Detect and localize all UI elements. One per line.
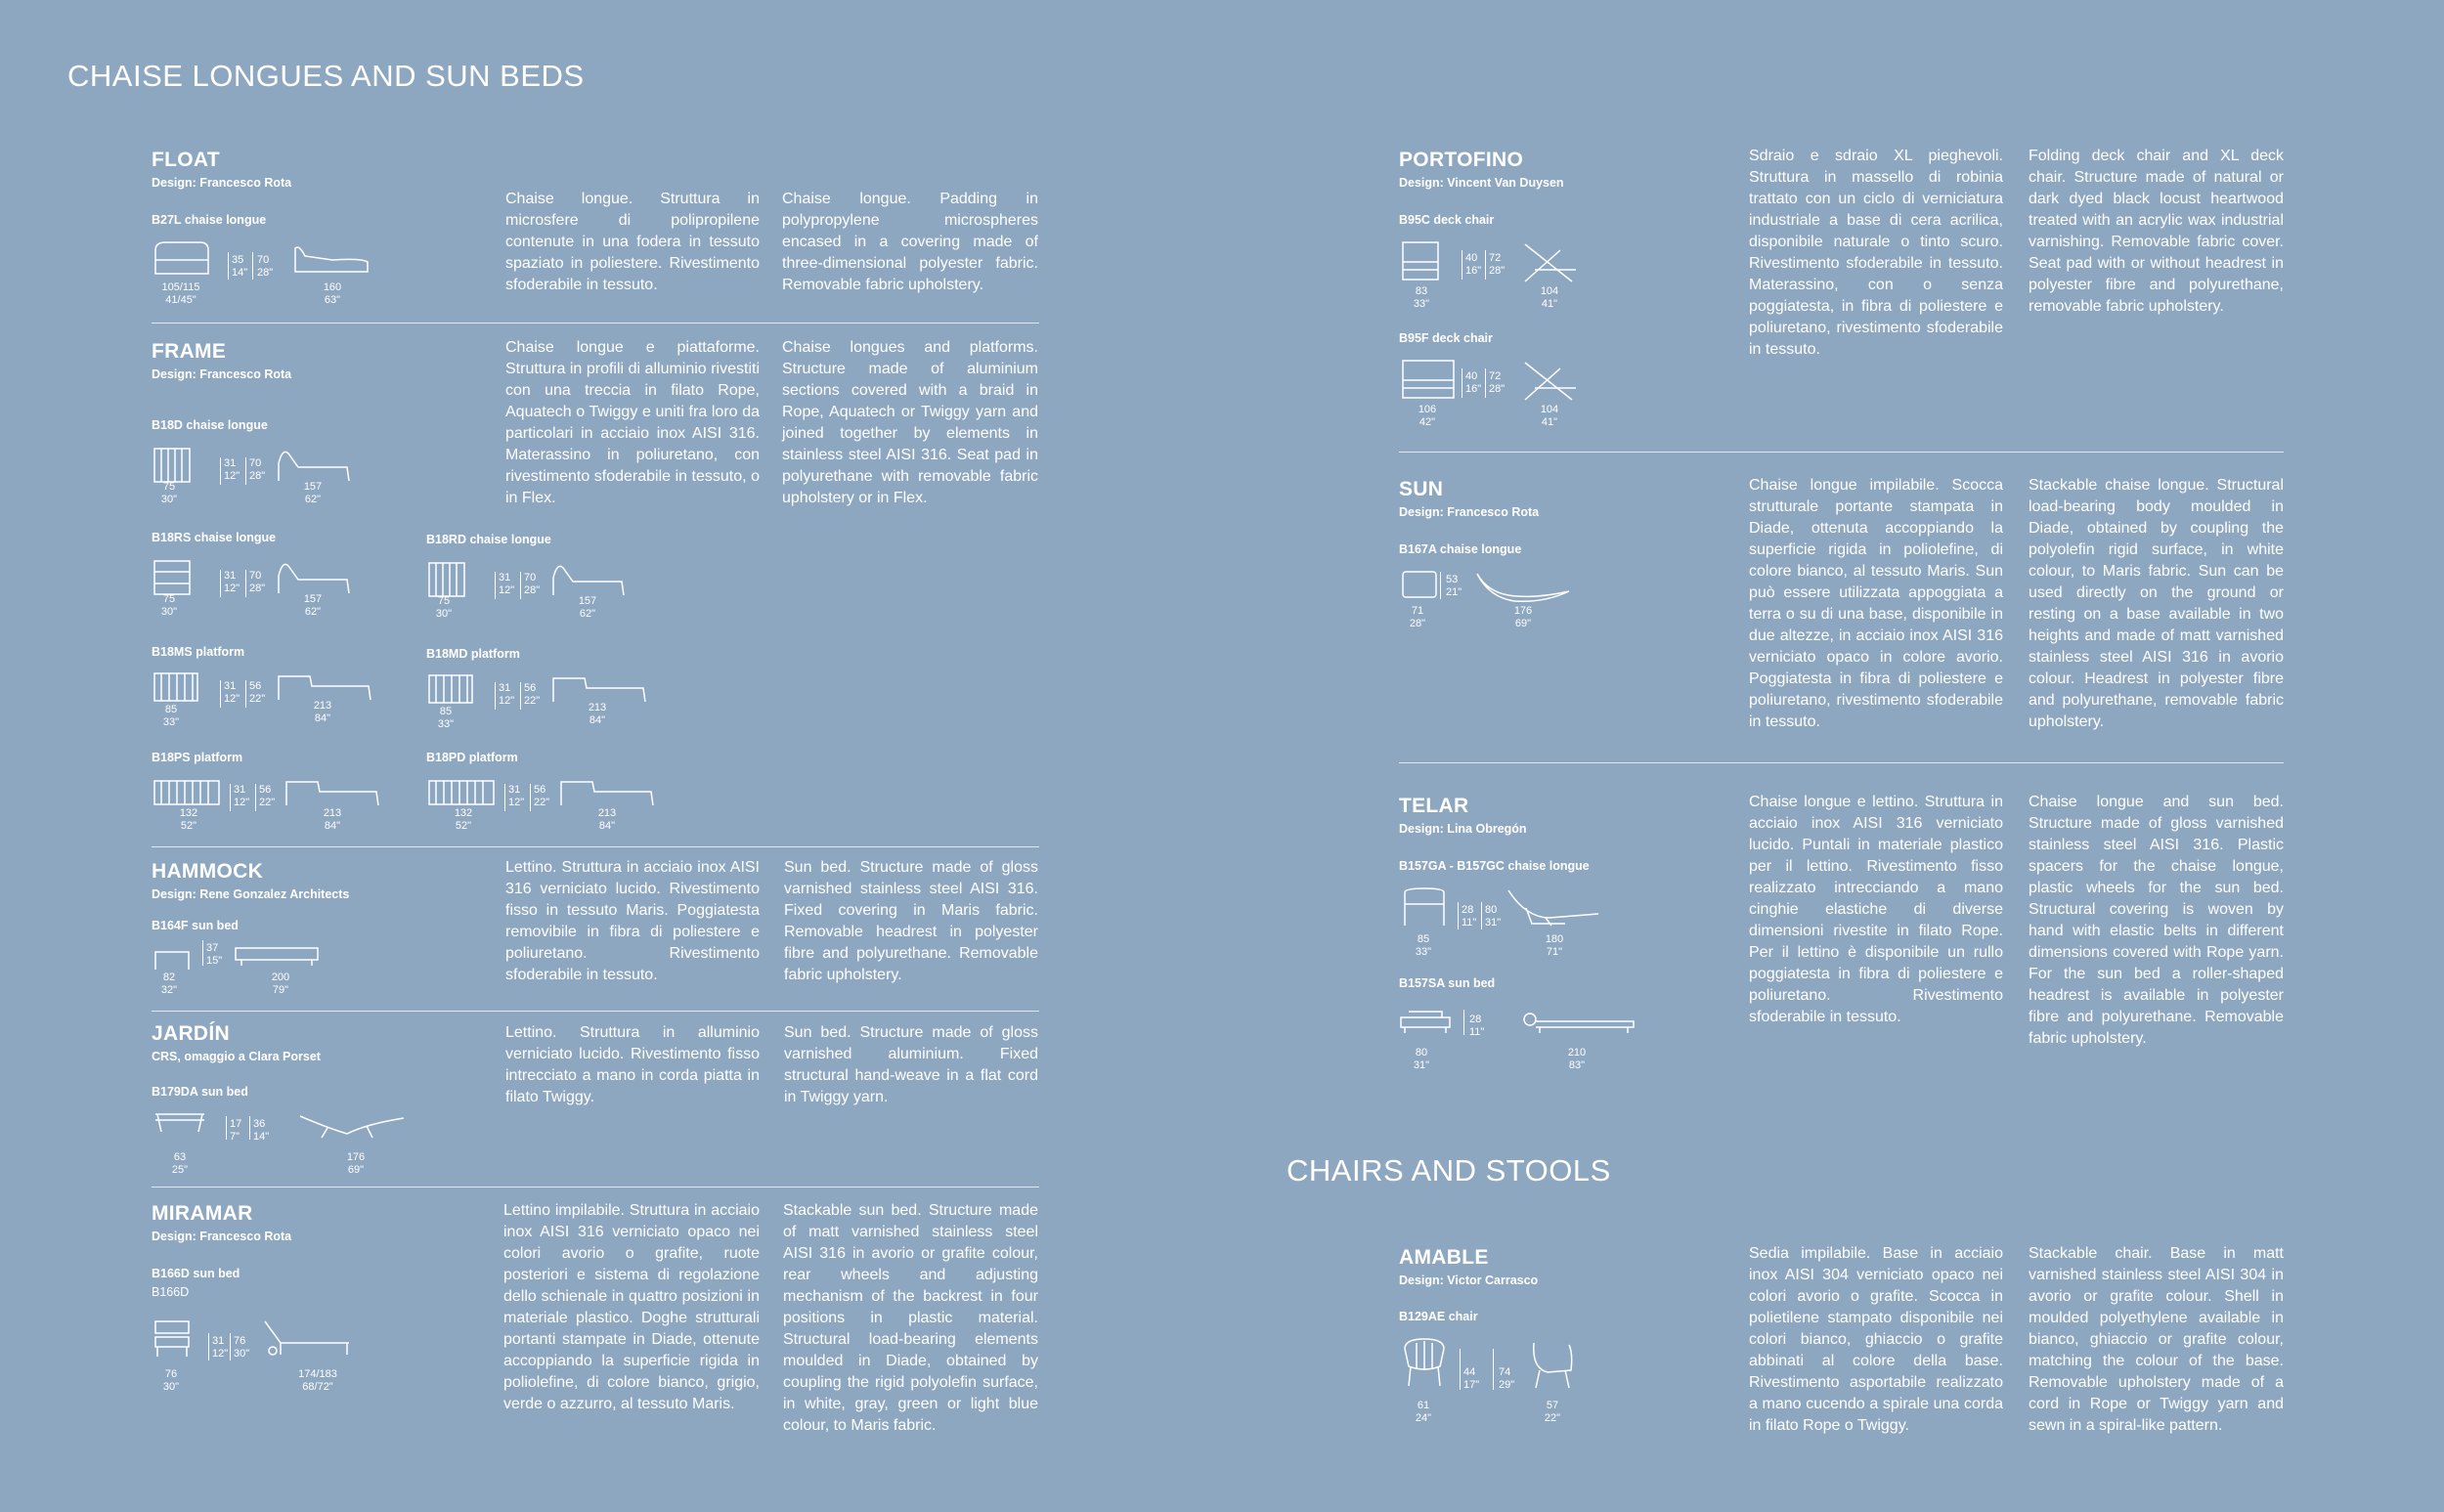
dim-w: 76 (164, 1368, 178, 1380)
product-designer: Design: Rene Gonzalez Architects (152, 887, 350, 901)
dim-height2-in: 28" (257, 267, 274, 279)
dim-w-in: 28" (1409, 618, 1426, 629)
product-designer: Design: Francesco Rota (152, 367, 292, 381)
grid-front-sketch (428, 562, 467, 599)
dim-l-in: 22" (1544, 1412, 1561, 1424)
description-it: Lettino. Struttura in acciaio inox AISI 316 verniciato lucido. Rivestimento fisso in tessuto Maris. Poggiatesta removibile in fibra di poliestere e poliuretano. Rivestimento sfoderabile in tessuto. (505, 859, 760, 983)
dim-w: 75 (437, 595, 451, 607)
product-amable (1399, 1246, 1538, 1287)
dim-w: 132 (454, 807, 473, 819)
dim-h1-in: 12" (224, 583, 240, 594)
dim-h1: 17 (230, 1118, 242, 1130)
dim-h2-in: 29" (1499, 1379, 1515, 1391)
item-label: B18PS platform (152, 751, 243, 764)
dim-h1: 31 (508, 784, 521, 796)
dim-h2: 76 (234, 1335, 246, 1347)
dim-h1-in: 15" (206, 955, 223, 967)
grid-front-sketch (153, 672, 200, 706)
dim-l-in: 41" (1541, 416, 1558, 428)
dim-h1-in: 16" (1465, 383, 1482, 395)
item-b157ga-gc (1399, 859, 1590, 958)
item-b179da (152, 1085, 366, 1176)
dim-l-in: 69" (347, 1164, 365, 1176)
dim-h1-in: 12" (508, 797, 525, 808)
dim-h1: 31 (224, 570, 237, 582)
item-sublabel: B166D (152, 1285, 190, 1299)
deckchair-side-sketch (1521, 242, 1580, 285)
dim-h2: 80 (1485, 904, 1498, 916)
dim-h2: 70 (249, 457, 262, 469)
dim-w-in: 25" (171, 1164, 189, 1176)
bed-side-sketch (1522, 1010, 1639, 1035)
dim-h1: 28 (1462, 904, 1474, 916)
dim-l: 104 (1540, 404, 1559, 415)
dim-width-in: 41/45" (165, 294, 196, 306)
dim-w-in: 31" (1413, 1059, 1430, 1071)
dim-l-in: 68/72" (302, 1381, 333, 1393)
section-title-chaise: CHAISE LONGUES AND SUN BEDS (67, 59, 585, 93)
dim-length: 160 (323, 281, 342, 293)
divider (152, 323, 1039, 324)
product-designer: Design: Francesco Rota (152, 1230, 292, 1243)
lounger-front-sketch (1401, 886, 1450, 929)
dim-h2-in: 28" (249, 583, 266, 594)
item-b27l (152, 213, 342, 306)
dim-l: 174/183 (298, 1368, 337, 1380)
product-name: SUN (1399, 478, 1444, 500)
product-name: FRAME (152, 340, 227, 363)
description-en: Sun bed. Structure made of gloss varnished stainless steel AISI 316. Fixed covering in Maris fabric. Removable headrest in polyester fibre and polyurethane. Removable fabric upholstery. (784, 859, 1038, 983)
dim-h1: 37 (206, 942, 219, 954)
item-b157sa (1399, 976, 1587, 1071)
item-label: B18MS platform (152, 645, 245, 659)
dim-h2-in: 28" (249, 470, 266, 482)
bed-side-sketch (234, 946, 322, 968)
item-label: B95C deck chair (1399, 213, 1495, 227)
dim-w: 106 (1418, 404, 1437, 415)
product-designer: Design: Francesco Rota (152, 176, 292, 190)
lounger-front-sketch (1401, 570, 1440, 601)
item-label: B157GA - B157GC chaise longue (1399, 859, 1590, 873)
item-label: B18RD chaise longue (426, 533, 551, 546)
product-portofino (1399, 149, 1564, 190)
item-label: B164F sun bed (152, 919, 239, 932)
dim-h1-in: 11" (1469, 1026, 1485, 1038)
dim-l-in: 71" (1546, 946, 1563, 958)
dim-w-in: 30" (160, 494, 178, 505)
divider (152, 846, 1039, 847)
item-b95f (1399, 331, 1559, 428)
divider (152, 1187, 1039, 1188)
dim-h2-in: 22" (534, 797, 550, 808)
dim-h2: 70 (524, 572, 537, 583)
dim-l: 157 (303, 481, 323, 493)
dim-l: 213 (313, 700, 332, 712)
dim-h2: 36 (253, 1118, 266, 1130)
dim-h1-in: 12" (212, 1348, 229, 1360)
product-miramar (152, 1202, 291, 1243)
description-en: Folding deck chair and XL deck chair. Structure made of natural or dark dyed black locust heartwood treated with an acrylic wax industrial varnishing. Removable fabric cover. Seat pad with or without headrest in polyester fibre and polyurethane, removable fabric upholstery. (2029, 148, 2284, 315)
item-label: B129AE chair (1399, 1310, 1478, 1323)
dim-w-in: 32" (160, 984, 178, 996)
description-it: Lettino. Struttura in alluminio verniciato lucido. Rivestimento fisso intrecciato a mano in corda piatta in filato Twiggy. (505, 1024, 760, 1105)
dim-l: 200 (271, 972, 290, 983)
dim-l-in: 62" (579, 608, 596, 620)
dim-w-in: 33" (437, 718, 455, 730)
dim-l-in: 84" (324, 820, 341, 832)
dim-height-in: 14" (232, 267, 248, 279)
dim-l: 210 (1567, 1047, 1587, 1058)
dim-h1-in: 12" (234, 797, 250, 808)
item-b18d (152, 418, 323, 505)
deckchair-side-sketch (1521, 361, 1580, 404)
dim-h2: 70 (249, 570, 262, 582)
item-b18ms (152, 645, 332, 728)
dim-h1-in: 12" (499, 695, 515, 707)
dim-l: 176 (1513, 605, 1533, 617)
product-name: TELAR (1399, 795, 1469, 817)
description-en: Stackable chaise longue. Structural load-bearing body moulded in Diade, obtained by coupling the polyolefin rigid surface, in white colour, to Maris fabric. Sun can be used directly on the ground or resting on a base available in two heights and made of matt varnished stainless steel AISI 316 in avorio colour. Headrest in polyester fibre and polyurethane, removable fabric upholstery. (2029, 477, 2284, 730)
dim-length-in: 63" (324, 294, 341, 306)
dim-h1: 40 (1465, 252, 1478, 264)
section-title-chairs: CHAIRS AND STOOLS (1287, 1153, 1611, 1188)
description-en: Chaise longue and sun bed. Structure made of gloss varnished stainless steel AISI 316. Plastic spacers for the chaise longue, plastic wheels for the sun bed. Structural covering is woven by hand with elastic belts in different dimensions covered with Rope yarn. For the sun bed a roller-shaped headrest is available in polyester fibre and polyurethane. Removable fabric upholstery. (2029, 794, 2284, 1047)
product-designer: Design: Lina Obregón (1399, 822, 1527, 836)
dim-h2-in: 28" (1489, 265, 1506, 277)
dim-w-in: 42" (1418, 416, 1436, 428)
dim-w-in: 33" (162, 716, 180, 728)
dim-w-in: 30" (162, 1381, 180, 1393)
divider (1399, 452, 2284, 453)
product-frame (152, 340, 291, 381)
item-b164f (152, 919, 290, 996)
lounger-side-sketch (277, 558, 355, 597)
dim-l-in: 84" (314, 713, 331, 724)
dim-h2-in: 14" (253, 1131, 270, 1143)
dim-h1: 31 (212, 1335, 225, 1347)
dim-w: 75 (162, 481, 176, 493)
dim-width: 105/115 (161, 281, 200, 293)
item-label: B167A chaise longue (1399, 542, 1522, 556)
dim-w: 85 (439, 706, 453, 717)
item-b167a (1399, 542, 1533, 629)
dim-h1-in: 7" (230, 1131, 240, 1143)
product-designer: CRS, omaggio a Clara Porset (152, 1050, 321, 1063)
description-it: Chaise longue. Struttura in microsfere di polipropilene contenute in una fodera in tessuto spaziato in poliestere. Rivestimento sfoderabile in tessuto. (505, 191, 760, 293)
dim-w: 75 (162, 593, 176, 605)
dim-h1-in: 12" (224, 693, 240, 705)
dim-w: 85 (164, 704, 178, 715)
dim-h1-in: 16" (1465, 265, 1482, 277)
product-float (152, 149, 291, 190)
description-it: Chaise longue e lettino. Struttura in acciaio inox AISI 316 verniciato lucido. Puntali in materiale plastico per il lettino. Rivestimento fisso realizzato intrecciando a mano cinghie elastiche di diverse dimensioni rivestite in filato Rope. Per il lettino è disponibile un rullo poggiatesta in fibra di poliestere e poliuretano. Rivestimento sfoderabile in tessuto. (1749, 794, 2003, 1025)
dim-h1: 31 (499, 572, 511, 583)
product-name: HAMMOCK (152, 860, 264, 883)
lounger-side-sketch (1506, 888, 1604, 928)
description-en: Chaise longue. Padding in polypropylene microspheres encased in a covering made of three-dimensional polyester fabric. Removable fabric upholstery. (782, 191, 1038, 293)
item-b166d (152, 1267, 337, 1393)
chair-front-sketch (1401, 1337, 1448, 1388)
dim-w: 71 (1411, 605, 1424, 617)
dim-h1-in: 12" (224, 470, 240, 482)
dim-l: 157 (303, 593, 323, 605)
item-label: B157SA sun bed (1399, 976, 1496, 990)
bed-side-sketch (261, 1318, 359, 1359)
dim-h1-in: 11" (1462, 917, 1477, 929)
item-label: B18D chaise longue (152, 418, 268, 432)
sofa-front-sketch (153, 240, 212, 280)
bed-side-sketch (298, 1114, 406, 1144)
dim-w: 82 (162, 972, 176, 983)
description-en: Sun bed. Structure made of gloss varnished aluminium. Fixed structural hand-weave in a flat cord in Twiggy yarn. (784, 1024, 1038, 1105)
dim-w: 63 (173, 1151, 187, 1163)
item-b95c (1399, 213, 1559, 310)
dim-l: 157 (578, 595, 597, 607)
product-hammock (152, 860, 349, 901)
dim-w: 80 (1415, 1047, 1428, 1058)
grid-front-sketch (428, 780, 497, 809)
dim-l-in: 84" (589, 714, 606, 726)
product-name: MIRAMAR (152, 1202, 253, 1225)
dim-l: 176 (346, 1151, 366, 1163)
item-b18ps (152, 751, 342, 832)
grid-front-sketch (153, 780, 222, 809)
dim-w-in: 52" (180, 820, 197, 832)
dim-h2: 56 (524, 682, 537, 694)
item-label: B166D sun bed (152, 1267, 240, 1280)
product-sun (1399, 478, 1539, 519)
dim-l: 213 (323, 807, 342, 819)
item-b18rd (426, 533, 597, 620)
dim-height2: 70 (257, 254, 270, 266)
dim-l: 180 (1545, 933, 1564, 945)
chair-side-sketch (1530, 1339, 1577, 1390)
dim-h1: 28 (1469, 1014, 1482, 1025)
dim-l: 104 (1540, 285, 1559, 297)
dim-w-in: 24" (1415, 1412, 1432, 1424)
dim-h1: 40 (1465, 370, 1478, 382)
dim-w: 83 (1415, 285, 1428, 297)
description-en: Stackable chair. Base in matt varnished stainless steel AISI 304 in avorio or grafite colour. Shell in moulded polyethylene available in bianco, ghiaccio or grafite colour, matching the colour of the base. Removable upholstery made of a cord in Rope or Twiggy yarn and sewn in a spiral-like pattern. (2029, 1245, 2284, 1434)
dim-h1: 31 (234, 784, 246, 796)
product-designer: Design: Victor Carrasco (1399, 1274, 1539, 1287)
dim-h2-in: 28" (524, 584, 541, 596)
product-name: JARDÍN (152, 1022, 230, 1045)
dim-w: 61 (1417, 1400, 1430, 1411)
dim-l-in: 62" (304, 606, 322, 618)
description-it: Chaise longue e piattaforme. Struttura in profili di alluminio rivestiti con una treccia in filato Rope, Aquatech o Twiggy e uniti fra loro da particolari in acciaio inox AISI 316. Materassino in poliuretano, con rivestimento sfoderabile in tessuto, o in Flex. (505, 339, 760, 506)
dim-h1: 31 (499, 682, 511, 694)
dim-w-in: 33" (1415, 946, 1432, 958)
grid-front-sketch (153, 560, 193, 597)
deckchair-front-sketch (1401, 359, 1458, 402)
bed-front-sketch (153, 1319, 193, 1359)
item-b18pd (426, 751, 617, 832)
dim-h2: 72 (1489, 252, 1502, 264)
platform-side-sketch (284, 778, 382, 809)
product-designer: Design: Francesco Rota (1399, 505, 1540, 519)
dim-h1-in: 17" (1463, 1379, 1480, 1391)
item-label: B27L chaise longue (152, 213, 267, 227)
item-b18md (426, 647, 607, 730)
item-label: B18MD platform (426, 647, 520, 661)
lounger-side-sketch (1475, 572, 1573, 603)
dim-h2-in: 30" (234, 1348, 250, 1360)
dim-l: 57 (1546, 1400, 1559, 1411)
dim-h2: 56 (259, 784, 272, 796)
dim-w-in: 30" (160, 606, 178, 618)
dim-h2: 74 (1499, 1366, 1511, 1378)
dim-height: 35 (232, 254, 244, 266)
platform-side-sketch (559, 778, 657, 809)
dim-h2-in: 31" (1485, 917, 1502, 929)
description-en: Stackable sun bed. Structure made of matt varnished stainless steel AISI 316 in avorio or grafite colour, rear wheels and adjusting mechanism of the backrest in four positions in plastic material. Structural load-bearing elements moulded in Diade, obtained by coupling the rigid polyolefin surface, in white, gray, green or light blue colour, to Maris fabric. (783, 1202, 1038, 1434)
product-designer: Design: Vincent Van Duysen (1399, 176, 1564, 190)
deckchair-front-sketch (1401, 240, 1442, 283)
dim-h2-in: 22" (249, 693, 266, 705)
dim-h2: 56 (249, 680, 262, 692)
dim-w-in: 33" (1413, 298, 1430, 310)
dim-h2-in: 22" (259, 797, 276, 808)
dim-h1: 44 (1463, 1366, 1476, 1378)
dim-l-in: 83" (1568, 1059, 1586, 1071)
bed-front-sketch (1399, 1008, 1454, 1035)
grid-front-sketch (153, 448, 193, 485)
dim-h1-in: 12" (499, 584, 515, 596)
dim-h2-in: 28" (1489, 383, 1506, 395)
bed-front-sketch (153, 948, 193, 972)
description-it: Chaise longue impilabile. Scocca strutturale portante stampata in Diade, ottenuta accoppiando la superficie rigida in poliolefine, di colore bianco, al tessuto Maris. Sun può essere utilizzata appoggiata a terra o su di una base, disponibile in due altezze, in acciaio inox AISI 316 verniciato opaco in colore avorio. Poggiatesta in fibra di poliestere e poliuretano, rivestimento sfoderabile in tessuto. (1749, 477, 2003, 730)
product-name: AMABLE (1399, 1246, 1489, 1269)
description-it: Sdraio e sdraio XL pieghevoli. Struttura in massello di robinia trattato con un ciclo di verniciatura industriale a base di cera acrilica, disponibile naturale o tinto scuro. Rivestimento sfoderabile in tessuto. Materassino, con o senza poggiatesta, in fibra di poliestere e poliuretano, rivestimento sfoderabile in tessuto. (1749, 148, 2003, 358)
divider (152, 1011, 1039, 1012)
divider (1399, 762, 2284, 763)
dim-h1: 53 (1446, 574, 1459, 585)
description-it: Lettino impilabile. Struttura in acciaio inox AISI 316 verniciato opaco nei colori avorio o grafite, ruote posteriori e sistema di regolazione dello schienale in quattro posizioni in materiale plastico. Doghe strutturali portanti stampate in Diade, ottenute accoppiando la superficie rigida in poliolefine, di colore bianco, grigio, verde o azzurro, al tessuto Maris. (503, 1202, 760, 1412)
item-label: B95F deck chair (1399, 331, 1493, 345)
dim-l: 213 (597, 807, 617, 819)
dim-l-in: 62" (304, 494, 322, 505)
item-label: B179DA sun bed (152, 1085, 248, 1099)
product-name: FLOAT (152, 149, 220, 171)
bed-front-sketch (153, 1110, 208, 1134)
dim-w-in: 52" (455, 820, 472, 832)
dim-h1: 31 (224, 680, 237, 692)
item-label: B18RS chaise longue (152, 531, 277, 544)
dim-w-in: 30" (435, 608, 453, 620)
dim-h2: 56 (534, 784, 546, 796)
product-telar (1399, 795, 1527, 836)
lounger-side-sketch (293, 242, 371, 278)
item-b18rs (152, 531, 323, 618)
item-b129ae (1399, 1310, 1561, 1424)
dim-h1-in: 21" (1446, 586, 1462, 598)
description-it: Sedia impilabile. Base in acciaio inox AISI 304 verniciato opaco nei colori avorio o grafite. Scocca in polietilene stampato disponibile nei colori bianco, ghiaccio o grafite abbinati al colore della base. Rivestimento asportabile realizzato a mano cucendo a spirale una corda in filato Rope o Twiggy. (1749, 1245, 2003, 1434)
dim-w: 132 (179, 807, 198, 819)
description-en: Chaise longues and platforms. Structure made of aluminium sections covered with a braid in Rope, Aquatech or Twiggy yarn and joined together by elements in stainless steel AISI 316. Seat pad in polyurethane with removable fabric upholstery or in Flex. (782, 339, 1038, 506)
dim-l: 213 (588, 702, 607, 713)
lounger-side-sketch (551, 560, 630, 599)
dim-l-in: 41" (1541, 298, 1558, 310)
dim-h1: 31 (224, 457, 237, 469)
dim-h2-in: 22" (524, 695, 541, 707)
grid-front-sketch (428, 674, 475, 708)
dim-l-in: 69" (1514, 618, 1532, 629)
dim-w: 85 (1417, 933, 1430, 945)
dim-l-in: 79" (272, 984, 289, 996)
dim-h2: 72 (1489, 370, 1502, 382)
lounger-side-sketch (277, 446, 355, 485)
dim-l-in: 84" (598, 820, 616, 832)
product-name: PORTOFINO (1399, 149, 1524, 171)
product-jardin (152, 1022, 321, 1063)
item-label: B18PD platform (426, 751, 518, 764)
